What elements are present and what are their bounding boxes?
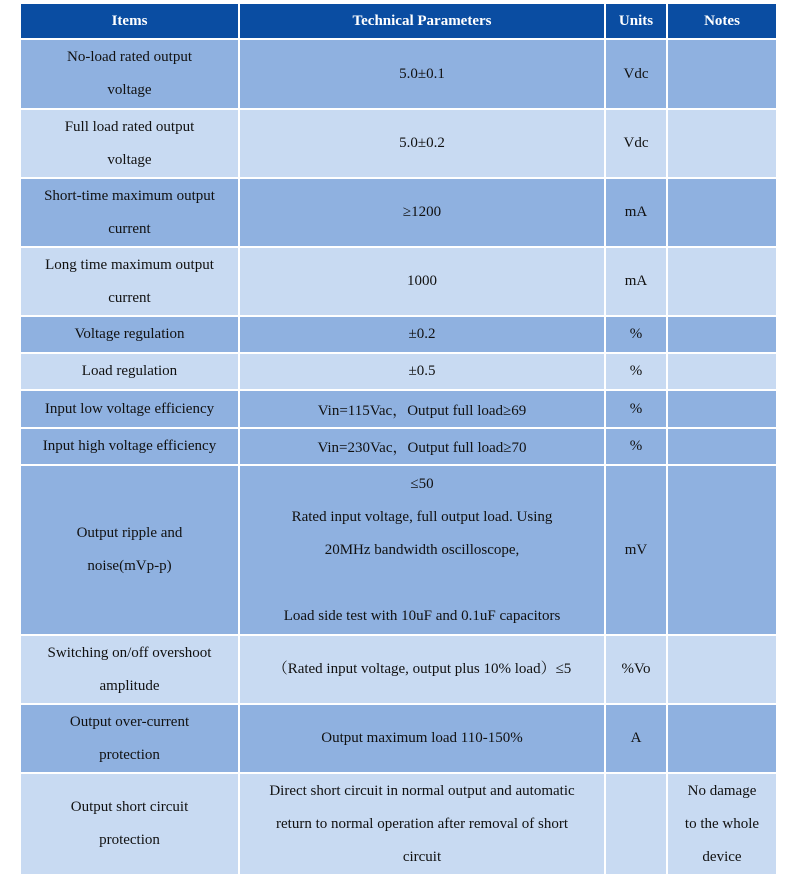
table-row bbox=[20, 316, 777, 353]
table-row bbox=[20, 39, 777, 109]
note-line: No damage bbox=[687, 782, 757, 799]
unit-cell: mA bbox=[605, 178, 667, 247]
table-row bbox=[20, 353, 777, 390]
item-line: voltage bbox=[107, 151, 152, 168]
param-cell bbox=[239, 109, 605, 178]
note-cell bbox=[667, 773, 777, 875]
param-cell: ±0.5 bbox=[239, 353, 605, 390]
table-row bbox=[20, 109, 777, 178]
item-line: Output over-current bbox=[69, 713, 190, 730]
note-cell bbox=[667, 109, 777, 178]
param-cell bbox=[239, 39, 605, 109]
item-line: No-load rated output bbox=[67, 49, 192, 65]
table-row bbox=[20, 465, 777, 635]
param-cell bbox=[239, 635, 605, 704]
param-line: return to normal operation after removal of short bbox=[276, 815, 568, 832]
item-cell bbox=[20, 465, 239, 635]
item-cell bbox=[20, 704, 239, 773]
param-line: ≥1200 bbox=[402, 204, 442, 220]
param-line: 5.0±0.2 bbox=[399, 135, 445, 151]
unit-cell: % bbox=[605, 390, 667, 428]
header-technical-parameters: Technical Parameters bbox=[239, 3, 605, 39]
note-cell bbox=[667, 428, 777, 465]
table-header-row bbox=[20, 3, 777, 39]
unit-cell: % bbox=[605, 353, 667, 390]
note-cell bbox=[667, 178, 777, 247]
table-row bbox=[20, 178, 777, 247]
item-cell: Load regulation bbox=[20, 353, 239, 390]
unit-cell: Vdc bbox=[605, 39, 667, 109]
header-units: Units bbox=[605, 3, 667, 39]
item-cell bbox=[20, 773, 239, 875]
param-cell bbox=[239, 704, 605, 773]
item-line: current bbox=[108, 220, 151, 237]
param-line-blank bbox=[246, 567, 598, 600]
unit-cell: A bbox=[605, 704, 667, 773]
unit-cell: % bbox=[605, 428, 667, 465]
param-line: ≤50 bbox=[410, 475, 434, 492]
unit-cell: Vdc bbox=[605, 109, 667, 178]
param-line: Direct short circuit in normal output and automatic bbox=[269, 782, 575, 799]
table-row bbox=[20, 390, 777, 428]
note-cell bbox=[667, 353, 777, 390]
note-cell bbox=[667, 635, 777, 704]
note-cell bbox=[667, 247, 777, 316]
table-row bbox=[20, 773, 777, 875]
item-cell: Input low voltage efficiency bbox=[20, 390, 239, 428]
param-line: Rated input voltage, full output load. Using bbox=[291, 508, 553, 525]
unit-cell bbox=[605, 773, 667, 875]
item-line: current bbox=[108, 289, 151, 306]
note-cell bbox=[667, 390, 777, 428]
table-row bbox=[20, 428, 777, 465]
param-line: 1000 bbox=[407, 273, 437, 289]
item-line: Output short circuit bbox=[70, 799, 189, 815]
unit-cell: % bbox=[605, 316, 667, 353]
param-line: （Rated input voltage, output plus 10% load）≤5 bbox=[272, 661, 572, 677]
item-line: Long time maximum output bbox=[45, 256, 214, 273]
param-cell: ±0.2 bbox=[239, 316, 605, 353]
note-cell bbox=[667, 704, 777, 773]
item-cell: Voltage regulation bbox=[20, 316, 239, 353]
param-cell bbox=[239, 465, 605, 635]
item-cell bbox=[20, 247, 239, 316]
item-cell: Input high voltage efficiency bbox=[20, 428, 239, 465]
param-cell bbox=[239, 773, 605, 875]
unit-cell: %Vo bbox=[605, 635, 667, 704]
item-line: noise(mVp-p) bbox=[87, 558, 172, 574]
param-line: 5.0±0.1 bbox=[399, 65, 445, 82]
note-line: to the whole bbox=[684, 815, 760, 832]
header-items: Items bbox=[20, 3, 239, 39]
param-cell bbox=[239, 178, 605, 247]
item-cell bbox=[20, 109, 239, 178]
table-row bbox=[20, 247, 777, 316]
param-line: 20MHz bandwidth oscilloscope, bbox=[324, 541, 520, 558]
unit-cell: mV bbox=[605, 465, 667, 635]
item-line: amplitude bbox=[99, 677, 160, 694]
item-cell bbox=[20, 178, 239, 247]
table-row bbox=[20, 635, 777, 704]
note-line: device bbox=[702, 848, 742, 865]
item-line: Full load rated output bbox=[64, 118, 195, 135]
item-line: Short-time maximum output bbox=[44, 187, 215, 204]
item-line: protection bbox=[99, 746, 160, 763]
item-line: Output ripple and bbox=[76, 525, 183, 541]
param-line: circuit bbox=[402, 848, 442, 865]
item-line: Switching on/off overshoot bbox=[47, 644, 212, 661]
item-line: protection bbox=[99, 832, 160, 848]
note-cell bbox=[667, 465, 777, 635]
note-cell bbox=[667, 39, 777, 109]
param-line: Load side test with 10uF and 0.1uF capacitors bbox=[283, 607, 561, 624]
param-line: Output maximum load 110-150% bbox=[321, 730, 523, 746]
param-cell: Vin=230Vac，Output full load≥70 bbox=[239, 428, 605, 465]
unit-cell: mA bbox=[605, 247, 667, 316]
header-notes: Notes bbox=[667, 3, 777, 39]
technical-parameters-table bbox=[19, 2, 778, 876]
param-cell bbox=[239, 247, 605, 316]
item-cell bbox=[20, 39, 239, 109]
param-cell: Vin=115Vac，Output full load≥69 bbox=[239, 390, 605, 428]
table-row bbox=[20, 704, 777, 773]
item-line: voltage bbox=[107, 82, 152, 98]
item-cell bbox=[20, 635, 239, 704]
note-cell bbox=[667, 316, 777, 353]
